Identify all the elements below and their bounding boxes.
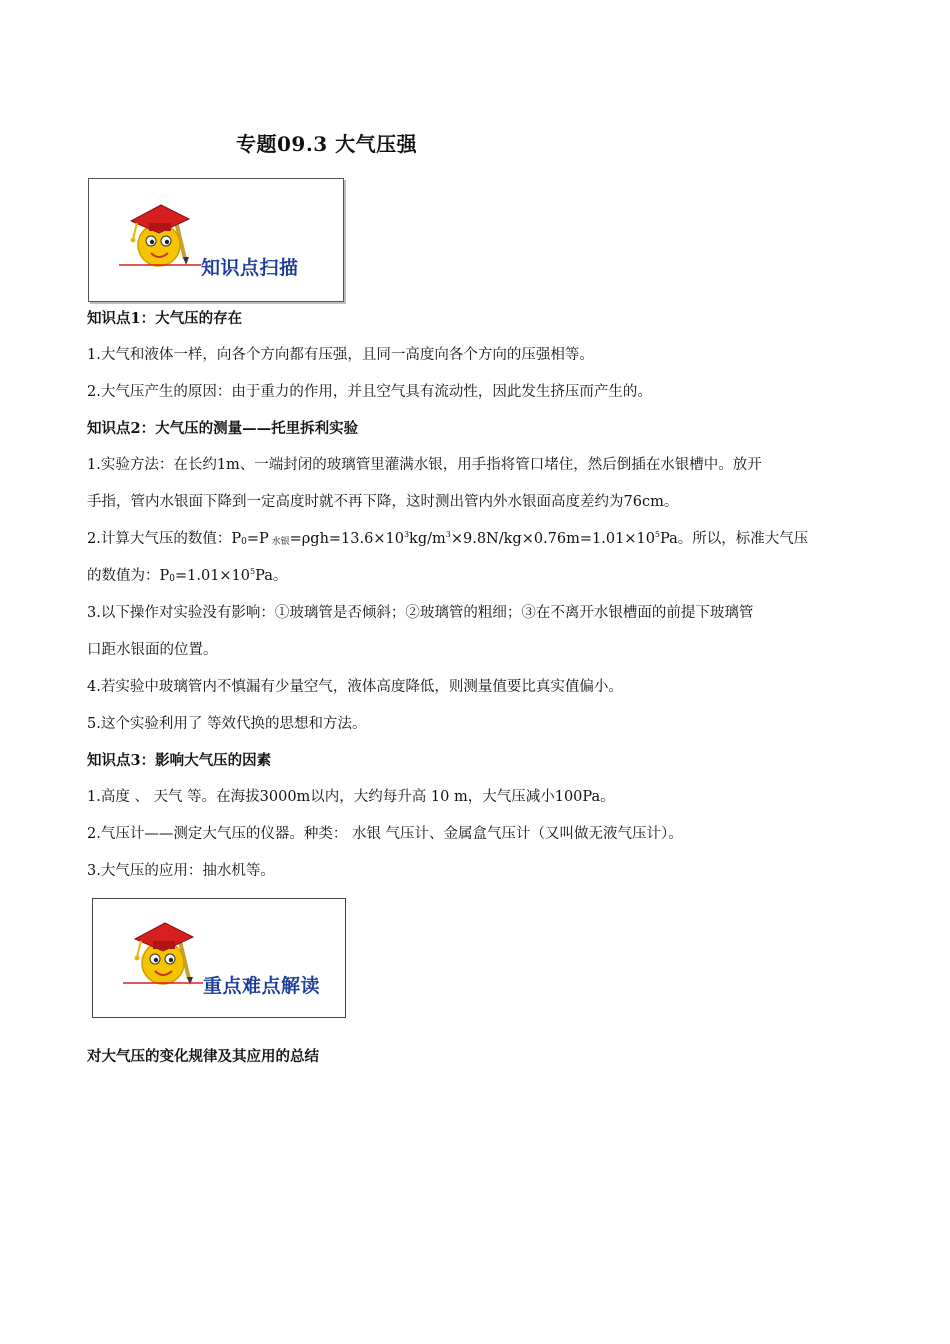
paragraph: 5.这个实验利用了 等效代换的思想和方法。: [87, 716, 367, 732]
knowledge-scan-banner: [88, 178, 344, 302]
paragraph: 手指，管内水银面下降到一定高度时就不再下降，这时测出管内外水银面高度差约为76cm。: [87, 494, 679, 510]
section-heading: 知识点2：大气压的测量——托里拆利实验: [87, 420, 359, 437]
section-heading: 对大气压的变化规律及其应用的总结: [87, 1048, 319, 1065]
paragraph: 3.大气压的应用：抽水机等。: [87, 863, 275, 879]
paragraph: 4.若实验中玻璃管内不慎漏有少量空气，液体高度降低，则测量值要比真实值偏小。: [87, 679, 623, 695]
key-points-banner: [92, 898, 346, 1018]
formula-paragraph: 的数值为：$P_0=1.01\times 10^5Pa$。: [87, 567, 288, 584]
mascot-graduate-icon: [89, 179, 345, 303]
paragraph: 1.高度 、 天气 等。在海拔3000m以内，大约每升高 10 m，大气压减小100Pa。: [87, 789, 615, 805]
page-title: 专题09.3 大气压强: [236, 132, 418, 156]
section-heading: 知识点3：影响大气压的因素: [87, 752, 272, 769]
paragraph: 口距水银面的位置。: [87, 642, 218, 658]
formula-paragraph: 2.计算大气压的数值：$P_0=P$ $_{水银}=\rho gh=13.6\times 10^3kg/m^3\times 9.8N/kg\times 0.76m=1.01\times 10^5Pa$。所以，标准大气压: [87, 530, 809, 547]
mascot-graduate-icon: [93, 899, 347, 1019]
section-heading: 知识点1：大气压的存在: [87, 310, 243, 327]
banner-label: 知识点扫描: [201, 257, 299, 279]
banner-label: 重点难点解读: [203, 975, 321, 997]
paragraph: 3.以下操作对实验没有影响：①玻璃管是否倾斜；②玻璃管的粗细；③在不离开水银槽面的前提下玻璃管: [87, 605, 754, 621]
paragraph: 1.实验方法：在长约1m、一端封闭的玻璃管里灌满水银，用手指将管口堵住，然后倒插在水银槽中。放开: [87, 457, 762, 473]
paragraph: 1.大气和液体一样，向各个方向都有压强，且同一高度向各个方向的压强相等。: [87, 347, 594, 363]
paragraph: 2.大气压产生的原因：由于重力的作用，并且空气具有流动性，因此发生挤压而产生的。: [87, 384, 652, 400]
paragraph: 2.气压计——测定大气压的仪器。种类： 水银 气压计、金属盒气压计（又叫做无液气压计）。: [87, 826, 683, 842]
